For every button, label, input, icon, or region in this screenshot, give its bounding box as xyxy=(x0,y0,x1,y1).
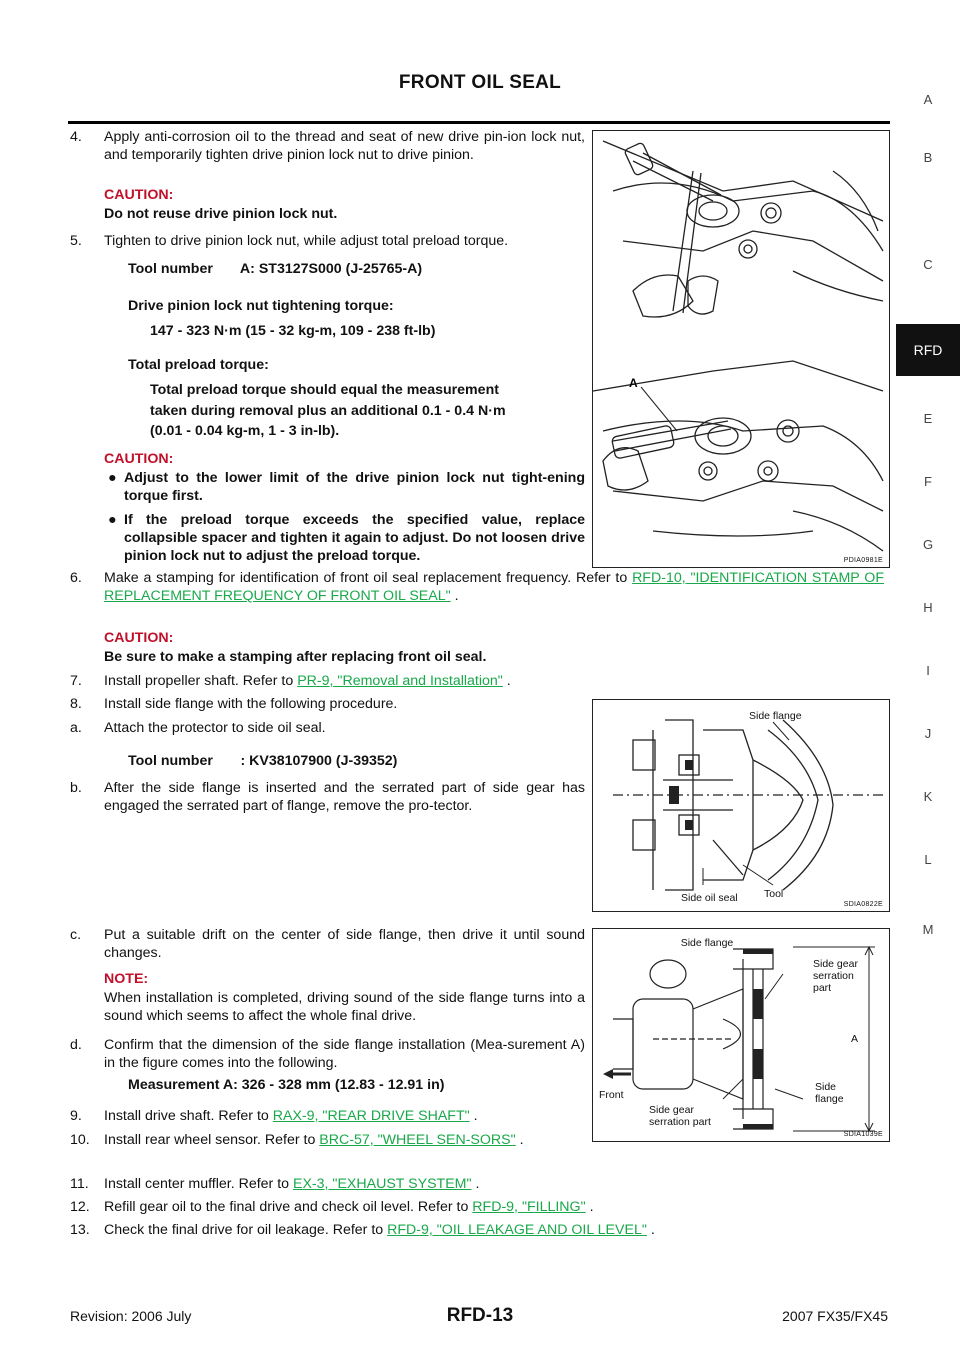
figure-side-flange-tool xyxy=(592,699,890,912)
caution-label: CAUTION: xyxy=(104,451,174,467)
preload-line-3: (0.01 - 0.04 kg-m, 1 - 3 in-lb). xyxy=(150,423,340,439)
step-text: Install center muffler. Refer to xyxy=(104,1176,293,1192)
step-text: Install drive shaft. Refer to xyxy=(104,1108,273,1124)
figure-pinion-lock-nut xyxy=(592,130,890,568)
step-text: Tighten to drive pinion lock nut, while adjust total preload torque. xyxy=(104,233,509,249)
step-number: 4. xyxy=(70,129,82,145)
page-number: RFD-13 xyxy=(446,1305,514,1326)
index-tab-h[interactable]: H xyxy=(923,600,933,615)
reference-link[interactable]: RFD-9, "OIL LEAKAGE AND OIL LEVEL" xyxy=(387,1222,647,1238)
step-text: Put a suitable drift on the center of side flange, then drive it until sound changes. xyxy=(104,927,585,962)
index-tab-l[interactable]: L xyxy=(924,852,932,867)
figure-code: SDIA1039E xyxy=(843,1131,883,1138)
torque-value: 147 - 323 N·m (15 - 32 kg-m, 109 - 238 ft-lb) xyxy=(150,323,436,339)
step-text: Check the final drive for oil leakage. Refer to xyxy=(104,1222,388,1238)
page-title: FRONT OIL SEAL xyxy=(398,72,562,93)
preload-label: Total preload torque: xyxy=(128,357,269,373)
preload-line-2: taken during removal plus an additional 0.1 - 0.4 N·m xyxy=(150,403,506,419)
step-number: a. xyxy=(70,720,82,736)
figure-label-a: A xyxy=(629,376,638,390)
figure-code: PDIA0981E xyxy=(843,557,883,564)
step-text: Refill gear oil to the final drive and check oil level. Refer to xyxy=(104,1199,473,1215)
bullet-icon: ● xyxy=(108,470,117,486)
step-number: 9. xyxy=(70,1108,82,1124)
label-measurement-a: A xyxy=(851,1033,859,1045)
step-text: Apply anti-corrosion oil to the thread and seat of new drive pin-ion lock nut, and temporarily tighten drive pinion lock nut to drive pinion. xyxy=(104,129,585,164)
figure-code: SDIA0822E xyxy=(843,901,883,908)
step-text: Make a stamping for identification of front oil seal replacement frequency. Refer to xyxy=(104,570,628,586)
step-text: Attach the protector to side oil seal. xyxy=(104,720,326,736)
step-number: 6. xyxy=(70,570,82,586)
step-number: 5. xyxy=(70,233,82,249)
step-text: Install propeller shaft. Refer to xyxy=(104,673,298,689)
label-tool: Tool xyxy=(764,888,784,900)
revision-date: Revision: 2006 July xyxy=(70,1308,192,1324)
index-tab-b[interactable]: B xyxy=(923,150,933,165)
index-tab-k[interactable]: K xyxy=(923,789,933,804)
bullet-icon: ● xyxy=(108,512,117,528)
reference-link[interactable]: RAX-9, "REAR DRIVE SHAFT" xyxy=(272,1108,470,1124)
vehicle-model: 2007 FX35/FX45 xyxy=(782,1308,888,1324)
step-number: 7. xyxy=(70,673,82,689)
index-tab-c[interactable]: C xyxy=(923,257,933,272)
caution-label: CAUTION: xyxy=(104,187,174,203)
step-number: 12. xyxy=(70,1199,90,1215)
step-number: 10. xyxy=(70,1132,90,1148)
index-tab-rfd-active[interactable]: RFD xyxy=(896,324,960,376)
index-tab-a[interactable]: A xyxy=(923,92,933,107)
step-number: 13. xyxy=(70,1222,90,1238)
measurement-value: Measurement A: 326 - 328 mm (12.83 - 12.91 in) xyxy=(128,1077,445,1093)
step-text: Install rear wheel sensor. Refer to xyxy=(104,1132,320,1148)
step-text: Install side flange with the following procedure. xyxy=(104,696,398,712)
figure-measurement-a xyxy=(592,928,890,1142)
title-divider xyxy=(68,121,890,124)
index-tab-f[interactable]: F xyxy=(924,474,932,489)
step-text: After the side flange is inserted and the serrated part of side gear has engaged the serrated part of flange, remove the pro-tector. xyxy=(104,780,585,815)
note-text: When installation is completed, driving sound of the side flange turns into a sound which seems to affect the whole final drive. xyxy=(104,990,585,1025)
step-number: d. xyxy=(70,1037,82,1053)
step-number: b. xyxy=(70,780,82,796)
caution-bullet-2: ● If the preload torque exceeds the specified value, replace collapsible spacer and tighten it again to adjust. Do not loosen drive pinion lock nut to adjust the preload torque. xyxy=(108,512,585,565)
torque-label: Drive pinion lock nut tightening torque: xyxy=(128,298,394,314)
index-tab-m[interactable]: M xyxy=(922,922,934,937)
reference-link[interactable]: RFD-9, "FILLING" xyxy=(472,1199,586,1215)
note-label: NOTE: xyxy=(104,971,149,987)
label-side-flange: Side flange xyxy=(749,710,802,722)
tool-number: Tool number : KV38107900 (J-39352) xyxy=(128,753,398,769)
index-tab-g[interactable]: G xyxy=(922,537,934,552)
step-number: c. xyxy=(70,927,82,943)
step-text: Confirm that the dimension of the side flange installation (Mea-surement A) in the figure comes into the following. xyxy=(104,1037,585,1072)
leader-line-a xyxy=(641,387,677,431)
reference-link[interactable]: RFD-10, "IDENTIFICATION STAMP OF REPLACEMENT FREQUENCY OF FRONT OIL SEAL" xyxy=(104,570,884,605)
index-tab-e[interactable]: E xyxy=(923,411,933,426)
caution-text: Do not reuse drive pinion lock nut. xyxy=(104,206,338,222)
reference-link[interactable]: PR-9, "Removal and Installation" xyxy=(297,673,503,689)
reference-link[interactable]: EX-3, "EXHAUST SYSTEM" xyxy=(293,1176,472,1192)
reference-link[interactable]: BRC-57, "WHEEL SEN-SORS" xyxy=(319,1132,516,1148)
label-side-gear-serration-top: Side gear serration part xyxy=(813,958,858,994)
label-side-oil-seal: Side oil seal xyxy=(681,892,738,904)
label-side-gear-serration-bottom: Side gear serration part xyxy=(649,1104,711,1128)
preload-line-1: Total preload torque should equal the measurement xyxy=(150,382,499,398)
tool-number: Tool number A: ST3127S000 (J-25765-A) xyxy=(128,261,423,277)
index-tab-i[interactable]: I xyxy=(926,663,930,678)
index-tab-j[interactable]: J xyxy=(924,726,932,741)
label-side-flange-top: Side flange xyxy=(680,937,734,949)
side-flange-illustration xyxy=(593,700,889,911)
label-front: Front xyxy=(599,1089,624,1101)
caution-text: Be sure to make a stamping after replacing front oil seal. xyxy=(104,649,487,665)
caution-bullet-1: ● Adjust to the lower limit of the drive pinion lock nut tight-ening torque first. xyxy=(108,470,585,505)
step-number: 11. xyxy=(70,1176,89,1192)
step-number: 8. xyxy=(70,696,82,712)
pinion-tightening-illustration xyxy=(593,131,889,567)
label-side-flange-bottom: Side flange xyxy=(815,1081,844,1105)
caution-label: CAUTION: xyxy=(104,630,174,646)
